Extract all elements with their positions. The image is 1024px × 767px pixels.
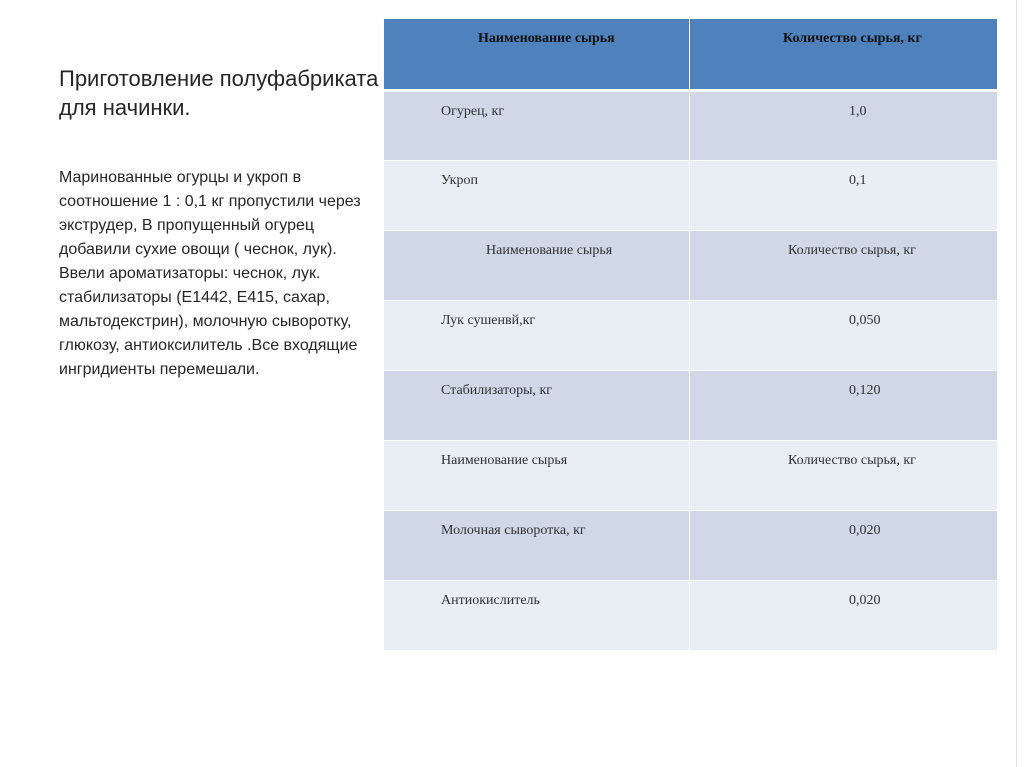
subheader-quantity: Количество сырья, кг <box>788 243 916 258</box>
slide-edge <box>1016 0 1017 767</box>
row-value: 0,120 <box>849 383 881 398</box>
table-row <box>384 91 998 161</box>
slide-title: Приготовление полуфабриката для начинки. <box>59 66 379 120</box>
row-name: Антиокислитель <box>441 593 540 608</box>
table-row <box>384 301 998 371</box>
table-row <box>384 581 998 651</box>
row-value: 0,020 <box>849 523 881 538</box>
table-header-row <box>384 19 998 91</box>
subheader-name: Наименование сырья <box>486 243 613 258</box>
row-name: Лук сушенвй,кг <box>441 313 536 328</box>
row-value: 0,1 <box>849 173 867 188</box>
subheader-name: Наименование сырья <box>441 453 568 468</box>
row-name: Стабилизаторы, кг <box>441 383 553 398</box>
table-row <box>384 371 998 441</box>
row-name: Укроп <box>441 173 478 188</box>
row-value: 1,0 <box>849 104 867 119</box>
table-row <box>384 511 998 581</box>
header-quantity-label: Количество сырья, кг <box>783 31 922 46</box>
row-value: 0,020 <box>849 593 881 608</box>
header-cell-quantity <box>690 19 998 91</box>
table-row <box>384 161 998 231</box>
row-name: Огурец, кг <box>441 104 505 119</box>
row-name: Молочная сыворотка, кг <box>441 523 586 538</box>
slide-description: Маринованные огурцы и укроп в соотношение 1 : 0,1 кг пропустили через экструдер, В пропущенный огурец добавили сухие овощи ( чеснок, лук). Ввели ароматизаторы: чеснок, лук. стабилизаторы (Е1442, Е415, сахар, мальтодекстрин), молочную сыворотку, глюкозу, антиоксилитель .Все входящие ингридиенты перемешали. <box>59 169 361 378</box>
subheader-quantity: Количество сырья, кг <box>788 453 916 468</box>
table-subheader-row <box>384 441 998 511</box>
header-name-label: Наименование сырья <box>478 31 615 46</box>
ingredients-table <box>383 18 998 651</box>
header-cell-name <box>384 19 690 91</box>
table-subheader-row <box>384 231 998 301</box>
row-value: 0,050 <box>849 313 881 328</box>
